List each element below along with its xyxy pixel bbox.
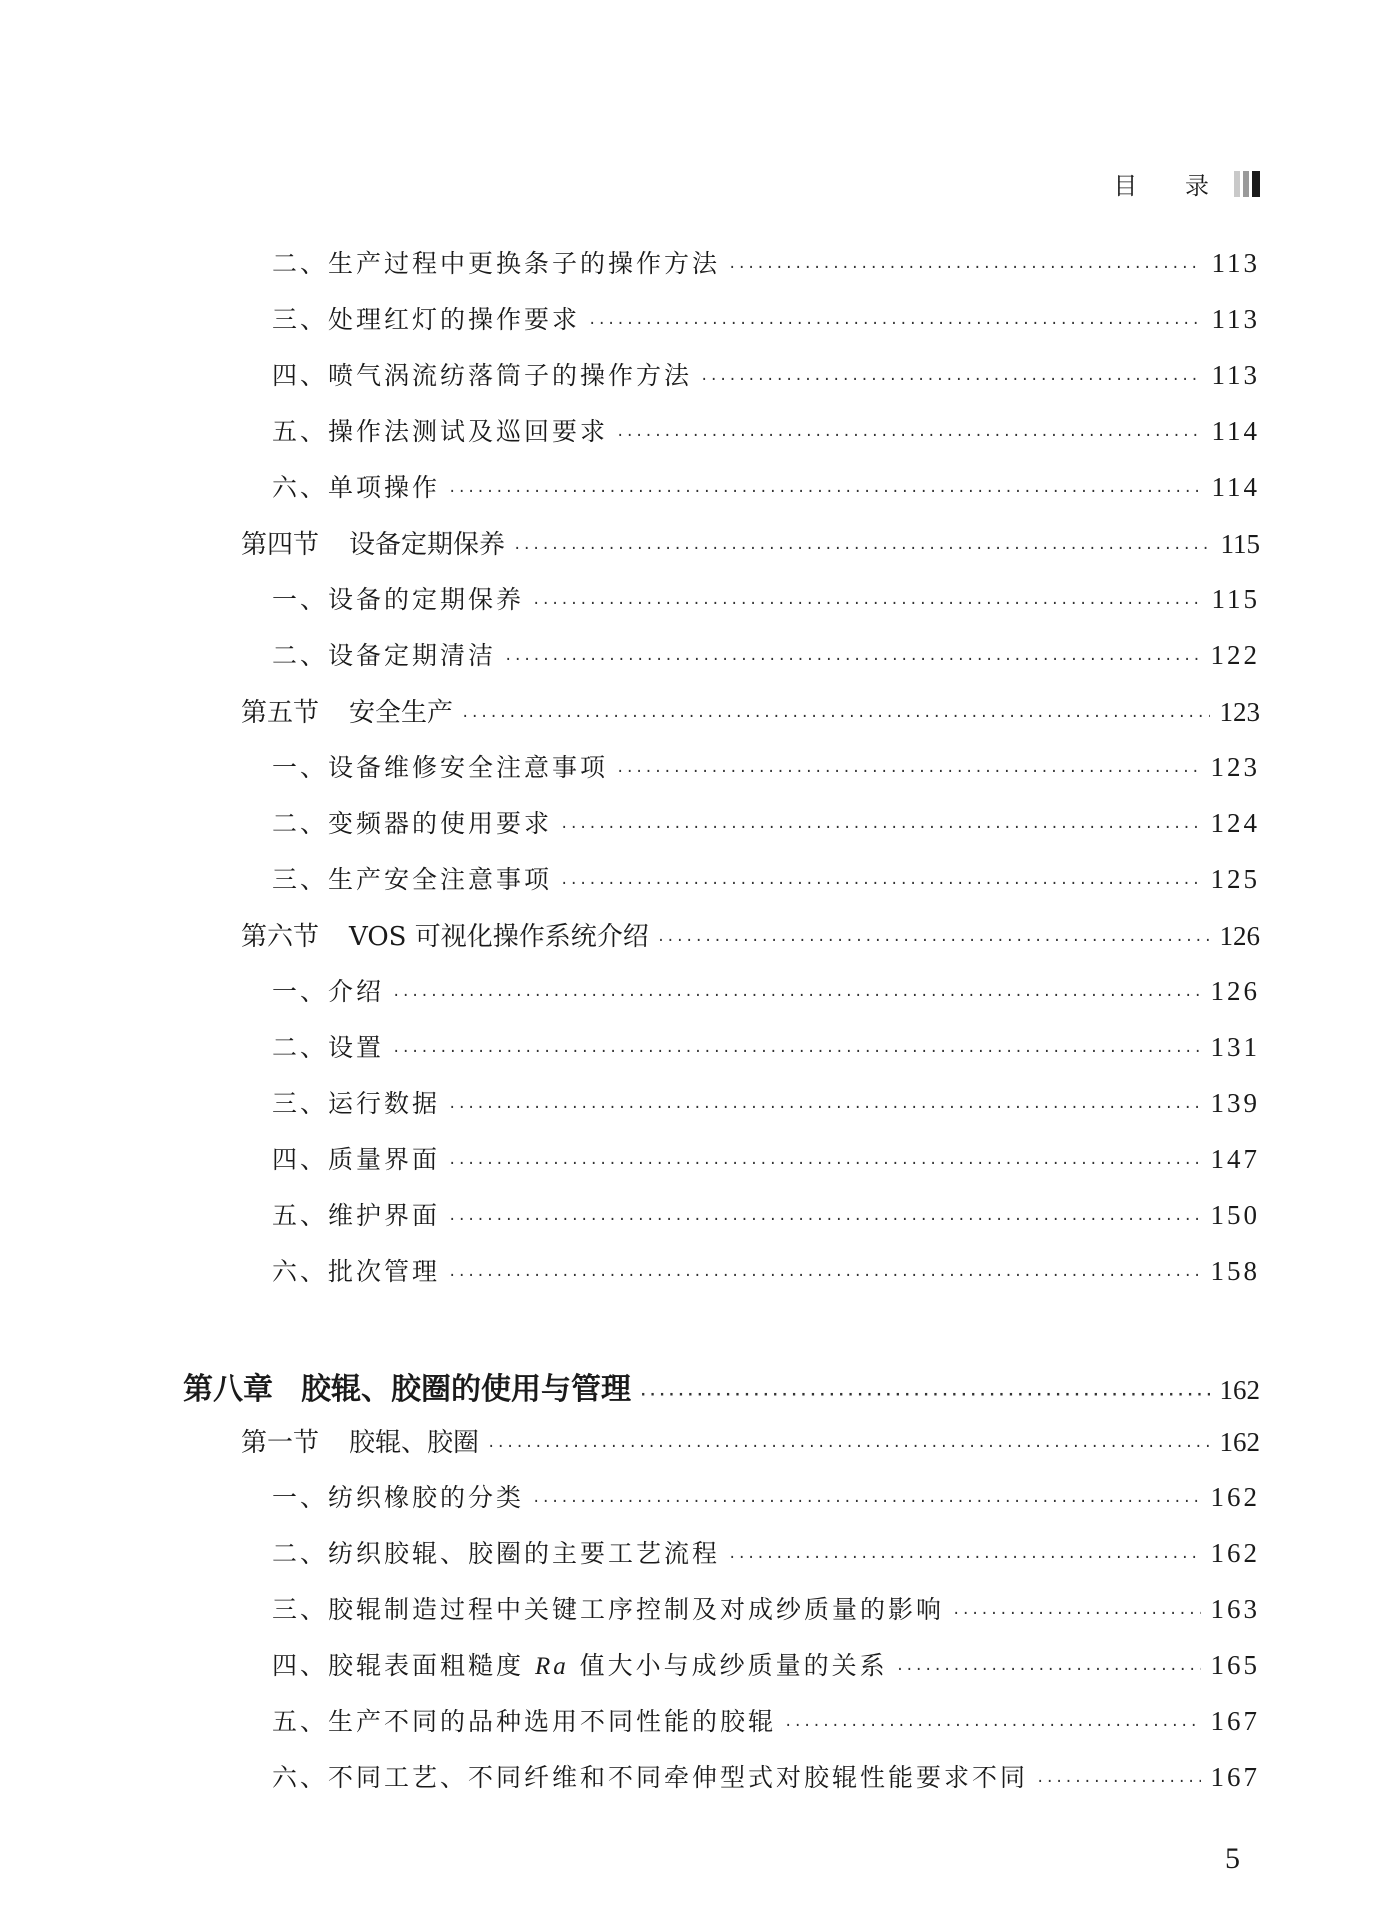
toc-page-number: 162 <box>1219 1427 1260 1457</box>
header-bar-light <box>1234 171 1240 197</box>
toc-section[interactable] <box>241 1422 1260 1459</box>
toc-page-number: 147 <box>1210 1144 1260 1174</box>
leader-dots <box>560 820 1200 836</box>
toc-item[interactable] <box>272 804 1260 840</box>
toc-page-number: 139 <box>1210 1088 1260 1118</box>
leader-dots <box>461 709 1209 725</box>
toc-item[interactable] <box>272 1478 1260 1514</box>
toc-item[interactable] <box>272 860 1260 896</box>
toc-item-label: 二、设备定期清洁 <box>272 641 497 670</box>
toc-item-label: 五、操作法测试及巡回要求 <box>272 417 609 446</box>
leader-dots <box>513 541 1210 557</box>
leader-dots <box>448 1156 1200 1172</box>
toc-item[interactable] <box>272 1702 1260 1738</box>
toc-item-label: 二、设置 <box>272 1033 385 1062</box>
toc-item[interactable] <box>272 300 1260 336</box>
toc-item[interactable] <box>272 1196 1260 1232</box>
toc-item[interactable] <box>272 1252 1260 1288</box>
toc-section[interactable] <box>241 916 1260 953</box>
leader-dots <box>392 988 1200 1004</box>
toc-section[interactable] <box>241 692 1260 729</box>
toc-page-number: 114 <box>1211 416 1260 446</box>
toc-page-number: 115 <box>1220 529 1260 559</box>
section-number: 第四节 <box>241 530 320 560</box>
toc-page-number: 122 <box>1210 640 1260 670</box>
toc-item-label: 四、喷气涡流纺落筒子的操作方法 <box>272 361 693 390</box>
chapter-number: 第八章 <box>183 1372 273 1407</box>
toc-item[interactable] <box>272 468 1260 504</box>
toc-item-label: 一、介绍 <box>272 977 385 1006</box>
leader-dots <box>588 316 1201 332</box>
toc-page-number: 162 <box>1210 1482 1260 1512</box>
leader-dots <box>448 1100 1200 1116</box>
header-title: 目 录 <box>1113 172 1229 200</box>
leader-dots <box>728 1550 1200 1566</box>
leader-dots <box>952 1606 1200 1622</box>
leader-dots <box>532 1494 1200 1510</box>
section-number: 第六节 <box>241 922 320 952</box>
toc-chapter[interactable] <box>183 1364 1260 1408</box>
toc-item-label: 三、生产安全注意事项 <box>272 865 553 894</box>
toc-page-number: 150 <box>1210 1200 1260 1230</box>
toc-page-number: 123 <box>1219 697 1260 727</box>
toc-item-label: 一、纺织橡胶的分类 <box>272 1483 525 1512</box>
toc-item-label: 三、运行数据 <box>272 1089 441 1118</box>
toc-page-number: 163 <box>1210 1594 1260 1624</box>
toc-page-number: 115 <box>1211 584 1260 614</box>
toc-item-label: 六、批次管理 <box>272 1257 441 1286</box>
toc-page-number: 114 <box>1211 472 1260 502</box>
toc-page-number: 125 <box>1210 864 1260 894</box>
section-title: 设备定期保养 <box>349 530 506 560</box>
toc-item-label: 五、生产不同的品种选用不同性能的胶辊 <box>272 1707 777 1736</box>
toc-item[interactable] <box>272 1758 1260 1794</box>
section-title: VOS 可视化操作系统介绍 <box>349 922 649 952</box>
leader-dots <box>504 652 1200 668</box>
leader-dots <box>896 1662 1201 1678</box>
toc-item[interactable] <box>272 636 1260 672</box>
toc-item-label: 二、生产过程中更换条子的操作方法 <box>272 249 721 278</box>
toc-page-number: 167 <box>1210 1762 1260 1792</box>
section-number: 第五节 <box>241 698 320 728</box>
section-title: 安全生产 <box>349 698 454 728</box>
toc-item-label: 六、不同工艺、不同纤维和不同牵伸型式对胶辊性能要求不同 <box>272 1763 1029 1792</box>
leader-dots <box>448 1268 1200 1284</box>
toc-item[interactable] <box>272 356 1260 392</box>
toc-page-number: 126 <box>1210 976 1260 1006</box>
toc-item-label: 三、胶辊制造过程中关键工序控制及对成纱质量的影响 <box>272 1595 945 1624</box>
toc-item[interactable] <box>272 1590 1260 1626</box>
leader-dots <box>560 876 1200 892</box>
toc-item-label: 一、设备的定期保养 <box>272 585 525 614</box>
leader-dots <box>700 372 1201 388</box>
toc-page-number: 113 <box>1211 248 1260 278</box>
toc-page-number: 162 <box>1210 1538 1260 1568</box>
toc-item[interactable] <box>272 972 1260 1008</box>
toc-item-label: 二、纺织胶辊、胶圈的主要工艺流程 <box>272 1539 721 1568</box>
toc-item[interactable] <box>272 1028 1260 1064</box>
toc-item[interactable] <box>272 580 1260 616</box>
toc-item[interactable] <box>272 1084 1260 1120</box>
leader-dots <box>728 260 1201 276</box>
toc-item-label: 一、设备维修安全注意事项 <box>272 753 609 782</box>
toc-page-number: 113 <box>1211 360 1260 390</box>
leader-dots <box>639 1387 1210 1403</box>
toc-item-label: 四、胶辊表面粗糙度 Ra 值大小与成纱质量的关系 <box>272 1651 888 1680</box>
section-title: 胶辊、胶圈 <box>349 1428 480 1458</box>
header-bar-mid <box>1243 171 1249 197</box>
toc-page-number: 131 <box>1210 1032 1260 1062</box>
leader-dots <box>616 764 1200 780</box>
toc-item-label: 二、变频器的使用要求 <box>272 809 553 838</box>
leader-dots <box>448 1212 1200 1228</box>
toc-item-label: 三、处理红灯的操作要求 <box>272 305 581 334</box>
toc-item[interactable] <box>272 412 1260 448</box>
leader-dots <box>784 1718 1200 1734</box>
toc-item-label: 六、单项操作 <box>272 473 441 502</box>
toc-item[interactable] <box>272 1534 1260 1570</box>
header-bars-ornament <box>1231 171 1260 197</box>
toc-item-label: 五、维护界面 <box>272 1201 441 1230</box>
toc-item[interactable] <box>272 1646 1260 1682</box>
header-bar-dark <box>1252 171 1260 197</box>
toc-page-number: 162 <box>1219 1375 1260 1405</box>
running-header <box>1113 166 1260 201</box>
ra-symbol: Ra <box>534 1653 569 1680</box>
toc-section[interactable] <box>241 524 1260 561</box>
section-number: 第一节 <box>241 1428 320 1458</box>
toc-page-number: 123 <box>1210 752 1260 782</box>
toc-page-number: 126 <box>1219 921 1260 951</box>
leader-dots <box>1036 1774 1200 1790</box>
leader-dots <box>657 933 1210 949</box>
toc-page-number: 167 <box>1210 1706 1260 1736</box>
toc-item[interactable] <box>272 748 1260 784</box>
leader-dots <box>532 596 1201 612</box>
page-number: 5 <box>1225 1842 1240 1875</box>
chapter-title: 胶辊、胶圈的使用与管理 <box>301 1372 631 1407</box>
leader-dots <box>616 428 1201 444</box>
toc-item[interactable] <box>272 1140 1260 1176</box>
toc-page-number: 165 <box>1210 1650 1260 1680</box>
toc-page-number: 113 <box>1211 304 1260 334</box>
toc-item[interactable] <box>272 244 1260 280</box>
leader-dots <box>448 484 1201 500</box>
leader-dots <box>392 1044 1200 1060</box>
toc-page-number: 158 <box>1210 1256 1260 1286</box>
toc-item-label: 四、质量界面 <box>272 1145 441 1174</box>
leader-dots <box>487 1439 1209 1455</box>
toc-page-number: 124 <box>1210 808 1260 838</box>
